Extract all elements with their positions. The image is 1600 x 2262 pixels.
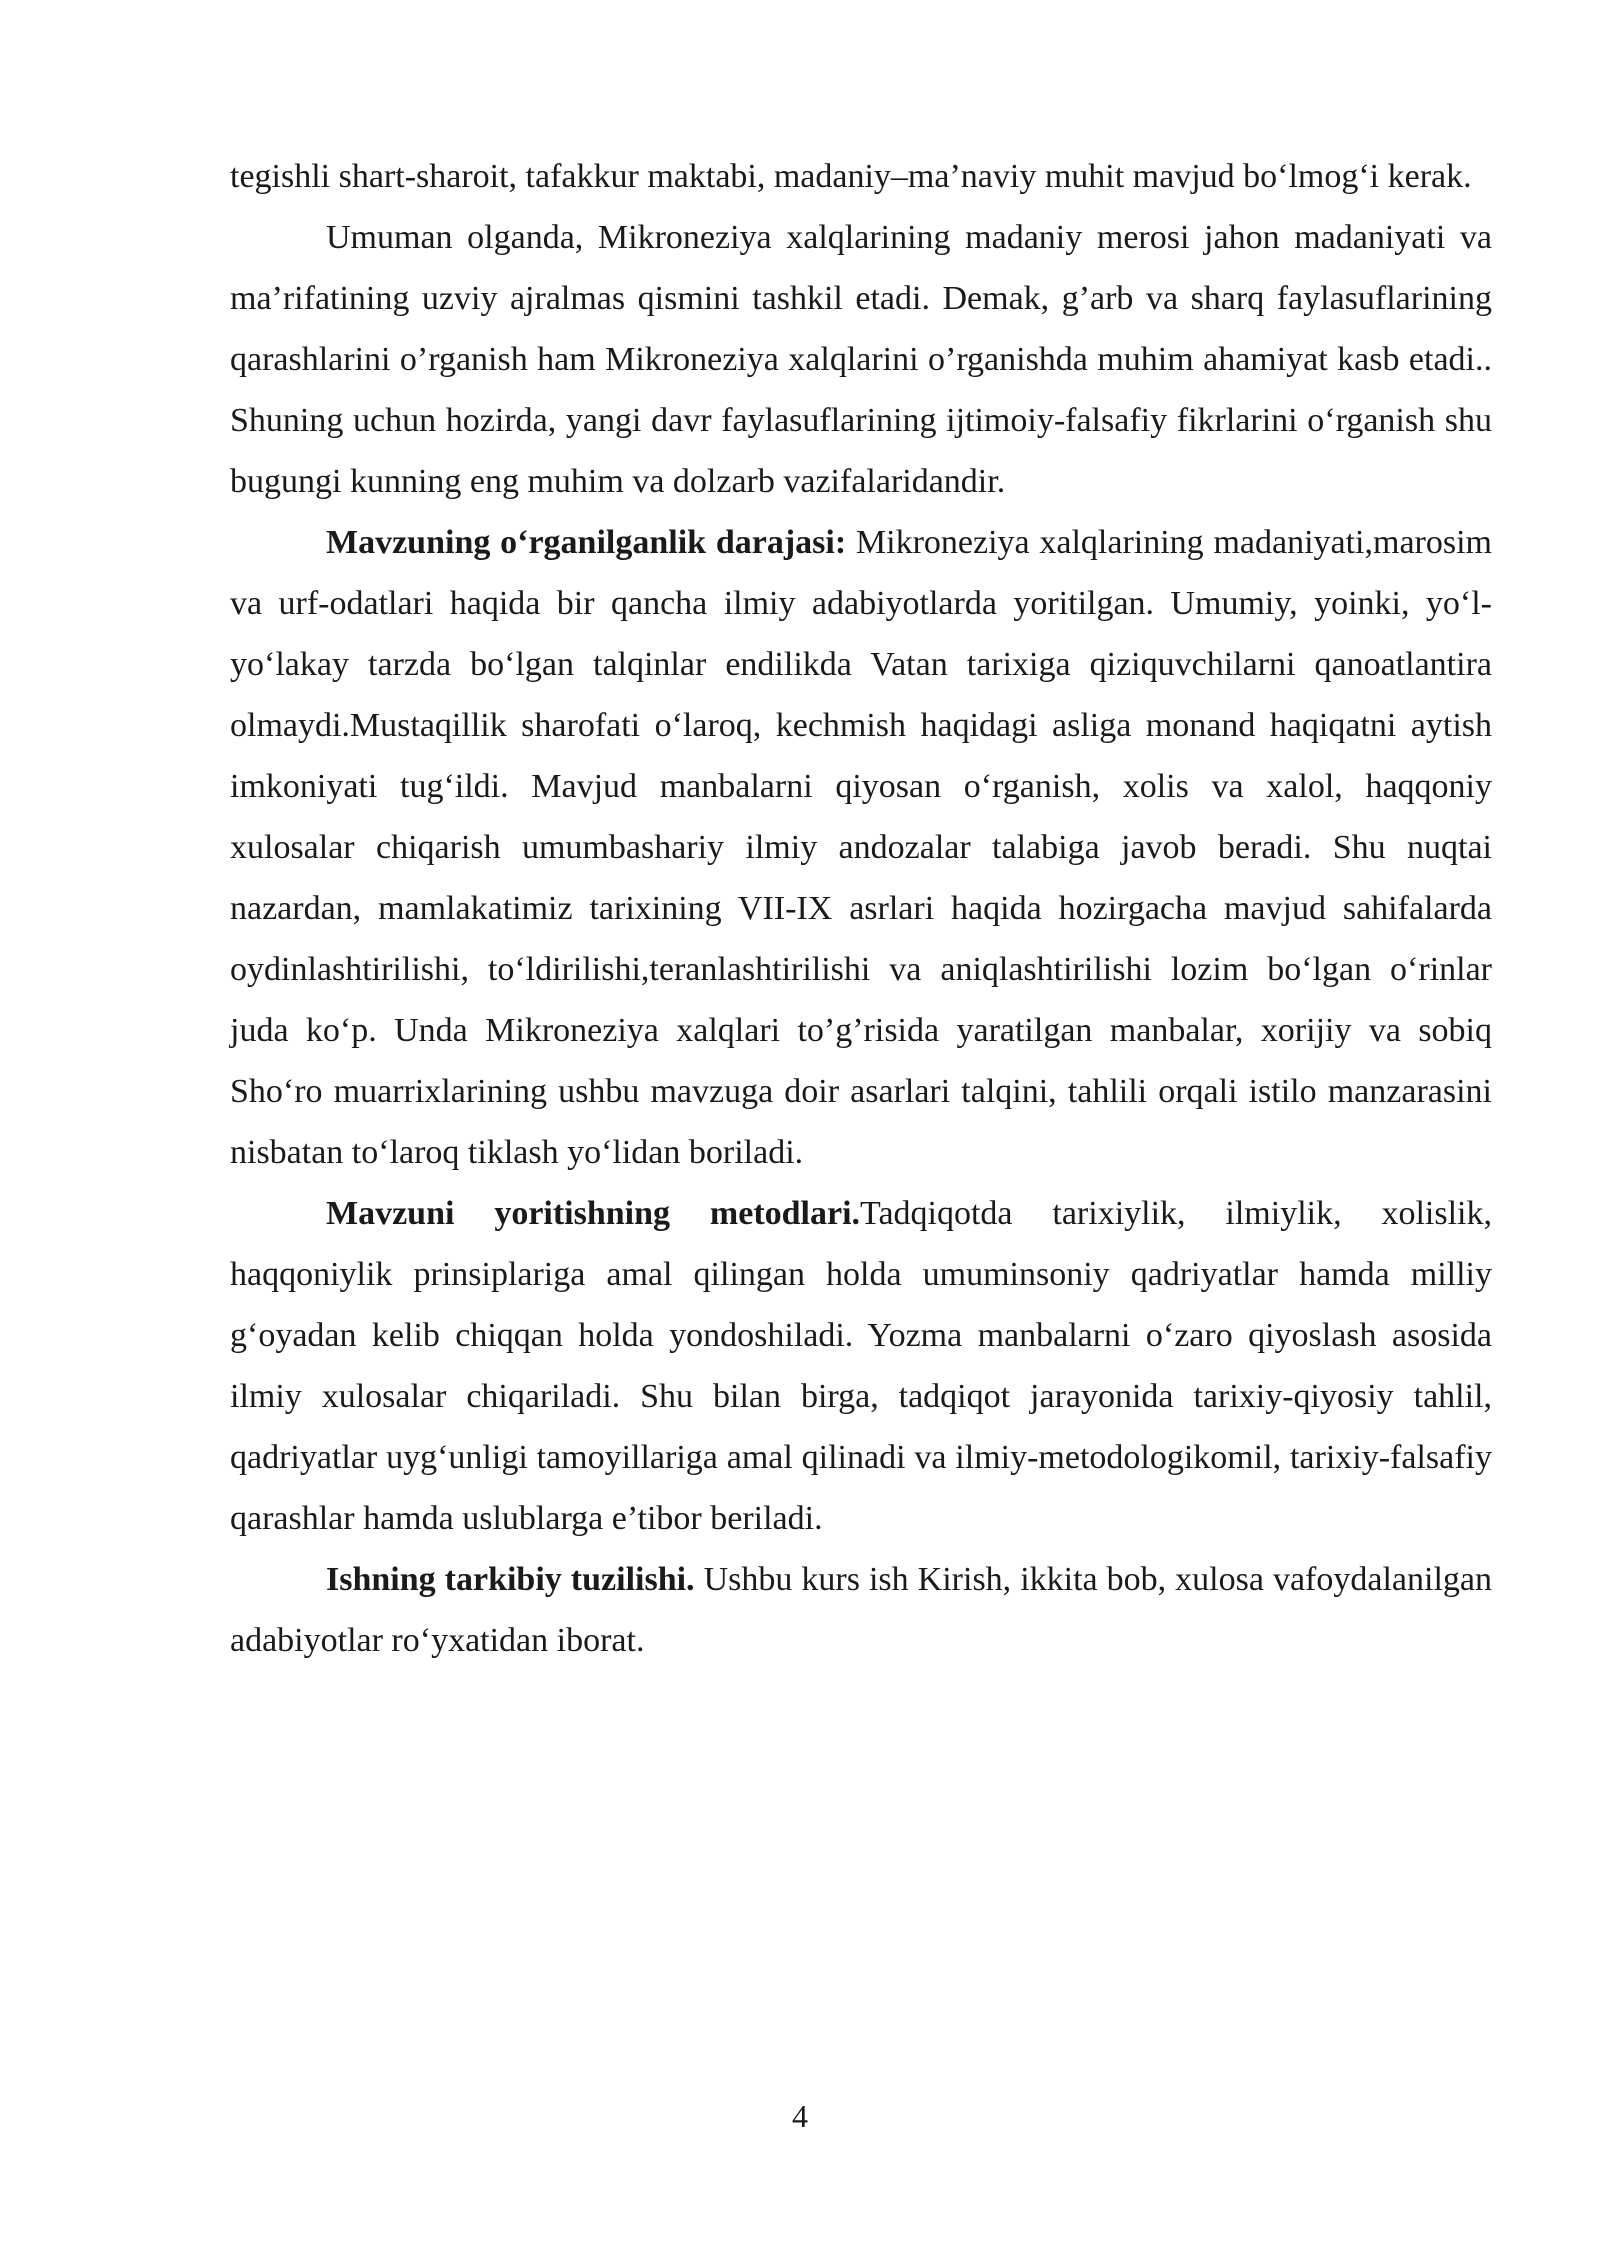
paragraph-methods-text: Tadqiqotda tarixiylik, ilmiylik, xolislik, haqqoniylik prinsiplariga amal qilingan holda umuminsoniy qadriyatlar hamda milliy g‘oyadan kelib chiqqan holda yondoshiladi. Yozma manbalarni o‘zaro qiyoslash asosida ilmiy xulosalar chiqariladi. Shu bilan birga, tadqiqot jarayonida tarixiy-qiyosiy tahlil, qadriyatlar uyg‘unligi tamoyillariga amal qilinadi va ilmiy-metodologikomil, tarixiy-falsafiy qarashlar hamda uslublarga e’tibor beriladi. xyxy=(230,1195,1492,1537)
section-heading-research-degree: Mavzuning o‘rganilganlik darajasi: xyxy=(326,524,847,561)
paragraph-cultural-heritage: Umuman olganda, Mikroneziya xalqlarining madaniy merosi jahon madaniyati va ma’rifatining uzviy ajralmas qismini tashkil etadi. Demak, g’arb va sharq faylasuflarining qarashlarini o’rganish ham Mikroneziya xalqlarini o’rganishda muhim ahamiyat kasb etadi.. Shuning uchun hozirda, yangi davr faylasuflarining ijtimoiy-falsafiy fikrlarini o‘rganish shu bugungi kunning eng muhim va dolzarb vazifalaridandir. xyxy=(230,219,1492,500)
paragraph-structure xyxy=(230,1549,1492,1671)
paragraph-research-degree-text: Mikroneziya xalqlarining madaniyati,marosim va urf-odatlari haqida bir qancha ilmiy adabiyotlarda yoritilgan. Umumiy, yoinki, yo‘l-yo‘lakay tarzda bo‘lgan talqinlar endilikda Vatan tarixiga qiziquvchilarni qanoatlantira olmaydi.Mustaqillik sharofati o‘laroq, kechmish haqidagi asliga monand haqiqatni aytish imkoniyati tug‘ildi. Mavjud manbalarni qiyosan o‘rganish, xolis va xalol, haqqoniy xulosalar chiqarish umumbashariy ilmiy andozalar talabiga javob beradi. Shu nuqtai nazardan, mamlakatimiz tarixining VII-IX asrlari haqida hozirgacha mavjud sahifalarda oydinlashtirilishi, to‘ldirilishi,teranlashtirilishi va aniqlashtirilishi lozim bo‘lgan o‘rinlar juda ko‘p. Unda Mikroneziya xalqlari to’g’risida yaratilgan manbalar, xorijiy va sobiq Sho‘ro muarrixlarining ushbu mavzuga doir asarlari talqini, tahlili orqali istilo manzarasini nisbatan to‘laroq tiklash yo‘lidan boriladi. xyxy=(230,524,1492,1171)
section-heading-structure: Ishning tarkibiy tuzilishi. xyxy=(326,1561,695,1598)
paragraph-continuation: tegishli shart-sharoit, tafakkur maktabi, madaniy–ma’naviy muhit mavjud bo‘lmog‘i kerak. xyxy=(230,158,1472,195)
body-text xyxy=(230,146,1492,1671)
section-heading-methods: Mavzuni yoritishning metodlari. xyxy=(326,1195,861,1232)
page-number: 4 xyxy=(792,2098,808,2134)
paragraph-structure-text: Ushbu kurs ish Kirish, ikkita bob, xulosa vafoydalanilgan adabiyotlar ro‘yxatidan iborat. xyxy=(230,1561,1492,1659)
paragraph-methods xyxy=(230,1183,1492,1549)
paragraph-research-degree xyxy=(230,512,1492,1183)
